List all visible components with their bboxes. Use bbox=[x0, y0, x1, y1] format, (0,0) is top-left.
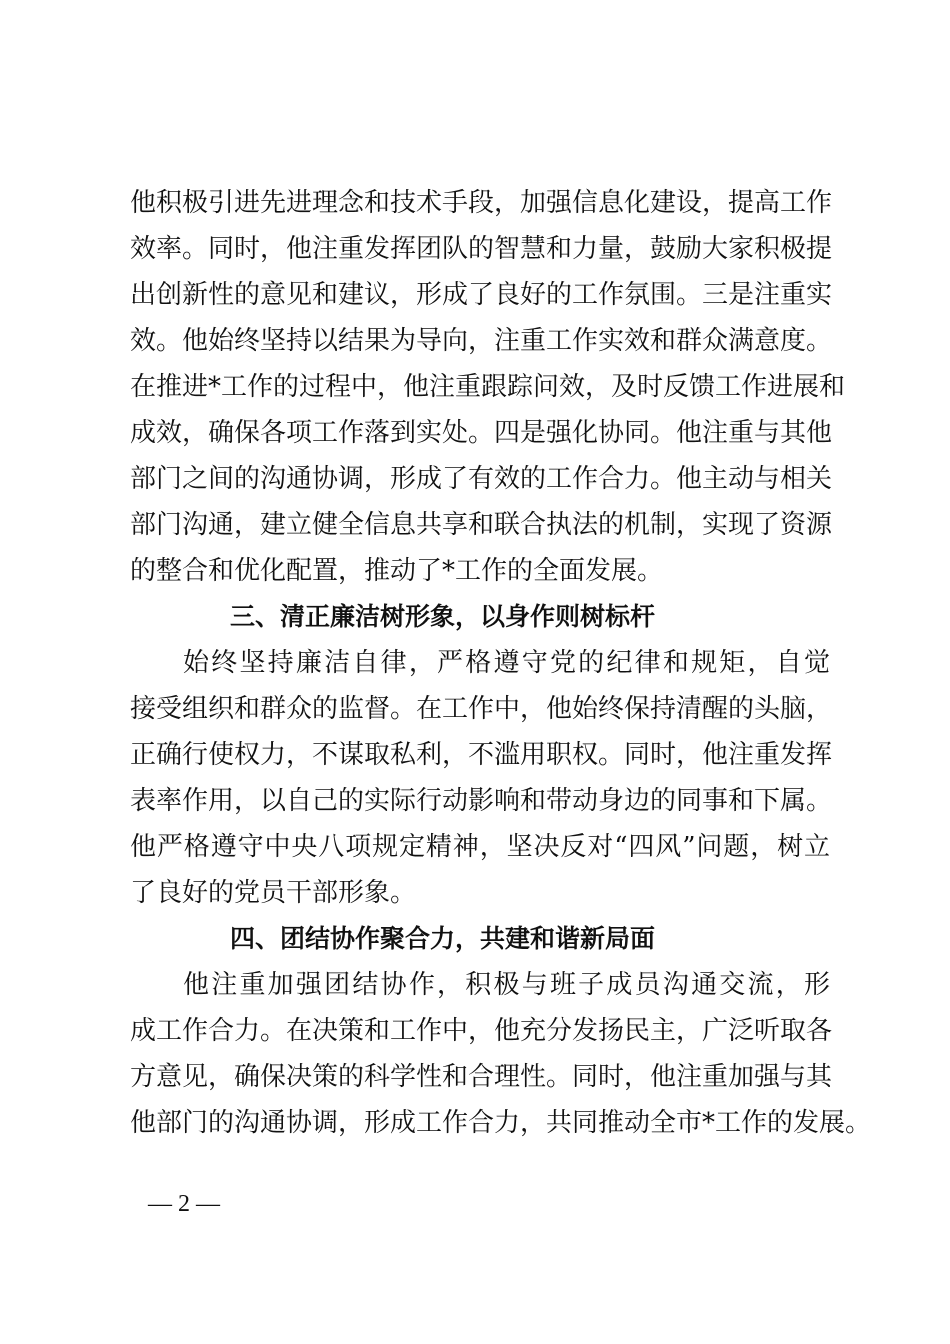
paragraph-line: 正确行使权力，不谋取私利，不滥用职权。同时，他注重发挥 bbox=[130, 740, 833, 770]
paragraph-line: 了良好的党员干部形象。 bbox=[130, 878, 417, 908]
paragraph-line: 成效，确保各项工作落到实处。四是强化协同。他注重与其他 bbox=[130, 418, 833, 448]
paragraph-line: 他严格遵守中央八项规定精神，坚决反对“四风”问题，树立 bbox=[130, 832, 830, 862]
paragraph-line: 在推进*工作的过程中，他注重跟踪问效，及时反馈工作进展和 bbox=[130, 372, 846, 402]
paragraph-line: 他注重加强团结协作，积极与班子成员沟通交流，形 bbox=[183, 970, 830, 1000]
paragraph-line: 接受组织和群众的监督。在工作中，他始终保持清醒的头脑， bbox=[130, 694, 833, 724]
section-heading: 四、团结协作聚合力，共建和谐新局面 bbox=[230, 924, 656, 953]
paragraph-line: 成工作合力。在决策和工作中，他充分发扬民主，广泛听取各 bbox=[130, 1016, 833, 1046]
paragraph-line: 部门之间的沟通协调，形成了有效的工作合力。他主动与相关 bbox=[130, 464, 833, 494]
paragraph-line: 方意见，确保决策的科学性和合理性。同时，他注重加强与其 bbox=[130, 1062, 833, 1092]
paragraph-line: 他积极引进先进理念和技术手段，加强信息化建设，提高工作 bbox=[130, 188, 833, 218]
paragraph-line: 部门沟通，建立健全信息共享和联合执法的机制，实现了资源 bbox=[130, 510, 833, 540]
paragraph-line: 出创新性的意见和建议，形成了良好的工作氛围。三是注重实 bbox=[130, 280, 833, 310]
paragraph-line: 始终坚持廉洁自律，严格遵守党的纪律和规矩，自觉 bbox=[183, 648, 830, 678]
paragraph-line: 效。他始终坚持以结果为导向，注重工作实效和群众满意度。 bbox=[130, 326, 833, 356]
paragraph-line: 表率作用，以自己的实际行动影响和带动身边的同事和下属。 bbox=[130, 786, 833, 816]
page-number: — 2 — bbox=[148, 1191, 220, 1217]
paragraph-line: 的整合和优化配置，推动了*工作的全面发展。 bbox=[130, 556, 664, 586]
section-heading: 三、清正廉洁树形象，以身作则树标杆 bbox=[230, 602, 656, 631]
paragraph-line: 他部门的沟通协调，形成工作合力，共同推动全市*工作的发展。 bbox=[130, 1108, 872, 1138]
paragraph-line: 效率。同时，他注重发挥团队的智慧和力量，鼓励大家积极提 bbox=[130, 234, 833, 264]
